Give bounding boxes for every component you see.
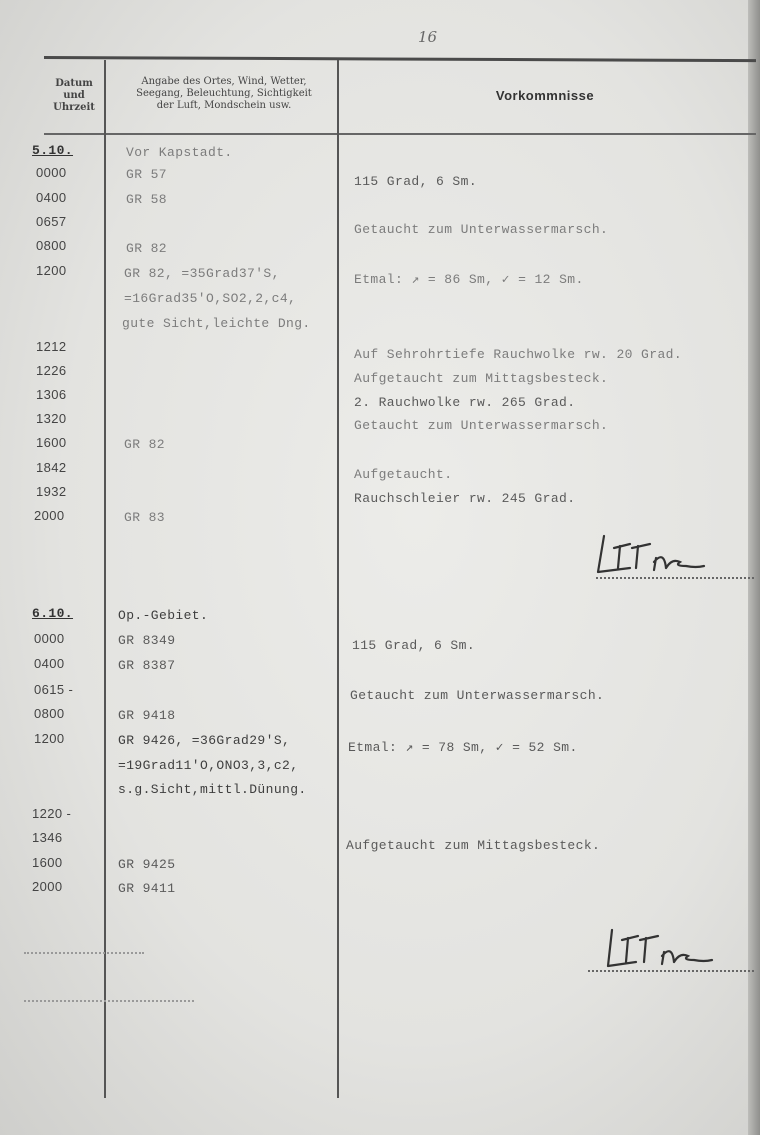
signature-line-2: [588, 970, 754, 972]
day1-event: 2. Rauchwolke rw. 265 Grad.: [354, 395, 576, 410]
header-events: Vorkommnisse: [495, 88, 595, 103]
signature-2: [600, 922, 720, 972]
day1-time: 1600: [36, 435, 67, 450]
header-date-time: Datum und Uhrzeit: [53, 78, 95, 113]
day1-time: 0400: [36, 190, 67, 205]
day2-event: Getaucht zum Unterwassermarsch.: [350, 688, 605, 703]
day1-loc: GR 58: [126, 192, 168, 207]
header-rule: [44, 133, 756, 135]
day2-time: 1346: [32, 830, 63, 845]
day2-loc: s.g.Sicht,mittl.Dünung.: [118, 782, 307, 797]
day2-time: 0400: [34, 656, 65, 671]
page-number: 16: [418, 28, 438, 46]
day1-loc: GR 82: [126, 241, 168, 256]
day2-loc: GR 8387: [118, 658, 176, 673]
day2-time: 0800: [34, 706, 65, 721]
day1-event: Aufgetaucht.: [354, 467, 453, 482]
signature-1: [590, 528, 710, 578]
day1-time: 0800: [36, 238, 67, 253]
day2-time: 1220 -: [32, 806, 72, 821]
day1-loc: =16Grad35'O,SO2,2,c4,: [124, 291, 297, 306]
day1-loc: GR 82: [124, 437, 166, 452]
column-divider-1: [104, 60, 106, 1098]
day1-time: 0657: [36, 214, 67, 229]
day1-loc: GR 83: [124, 510, 166, 525]
day1-time: 1842: [36, 460, 67, 475]
day2-loc: GR 9426, =36Grad29'S,: [118, 733, 291, 748]
day2-loc: =19Grad11'O,ONO3,3,c2,: [118, 758, 299, 773]
day1-time: 1306: [36, 387, 67, 402]
day1-place: Vor Kapstadt.: [126, 145, 233, 160]
day1-time: 1212: [36, 339, 67, 354]
day2-time: 2000: [32, 879, 63, 894]
day2-event: Aufgetaucht zum Mittagsbesteck.: [346, 838, 601, 853]
day2-time: 1200: [34, 731, 65, 746]
dotted-mark: [24, 952, 144, 954]
day1-date: 5.10.: [32, 143, 74, 158]
day2-time: 1600: [32, 855, 63, 870]
signature-line-1: [596, 577, 754, 579]
day1-time: 1932: [36, 484, 67, 499]
day1-loc: GR 82, =35Grad37'S,: [124, 266, 280, 281]
day2-date: 6.10.: [32, 606, 74, 621]
day2-event: Etmal: ↗ = 78 Sm, ✓ = 52 Sm.: [348, 740, 578, 755]
dotted-mark: [24, 1000, 194, 1002]
day1-loc: gute Sicht,leichte Dng.: [122, 316, 311, 331]
day2-loc: GR 8349: [118, 633, 176, 648]
day1-time: 0000: [36, 165, 67, 180]
header-location-weather: Angabe des Ortes, Wind, Wetter, Seegang, Beleuchtung, Sichtigkeit der Luft, Mondschein usw.: [136, 76, 312, 111]
day1-event: Getaucht zum Unterwassermarsch.: [354, 222, 609, 237]
day2-loc: GR 9418: [118, 708, 176, 723]
column-divider-2: [337, 60, 339, 1098]
page-edge: [748, 0, 760, 1135]
day1-time: 1226: [36, 363, 67, 378]
day1-time: 1320: [36, 411, 67, 426]
day2-time: 0615 -: [34, 682, 74, 697]
day1-event: Aufgetaucht zum Mittagsbesteck.: [354, 371, 609, 386]
day1-event: Getaucht zum Unterwassermarsch.: [354, 418, 609, 433]
day2-loc: GR 9411: [118, 881, 176, 896]
day2-event: 115 Grad, 6 Sm.: [352, 638, 476, 653]
day1-event: 115 Grad, 6 Sm.: [354, 174, 478, 189]
top-rule: [44, 56, 756, 62]
day1-loc: GR 57: [126, 167, 168, 182]
day2-time: 0000: [34, 631, 65, 646]
day1-event: Rauchschleier rw. 245 Grad.: [354, 491, 576, 506]
day2-loc: GR 9425: [118, 857, 176, 872]
day1-time: 2000: [34, 508, 65, 523]
day1-event: Auf Sehrohrtiefe Rauchwolke rw. 20 Grad.: [354, 347, 683, 362]
day2-place: Op.-Gebiet.: [118, 608, 209, 623]
day1-time: 1200: [36, 263, 67, 278]
day1-event: Etmal: ↗ = 86 Sm, ✓ = 12 Sm.: [354, 272, 584, 287]
